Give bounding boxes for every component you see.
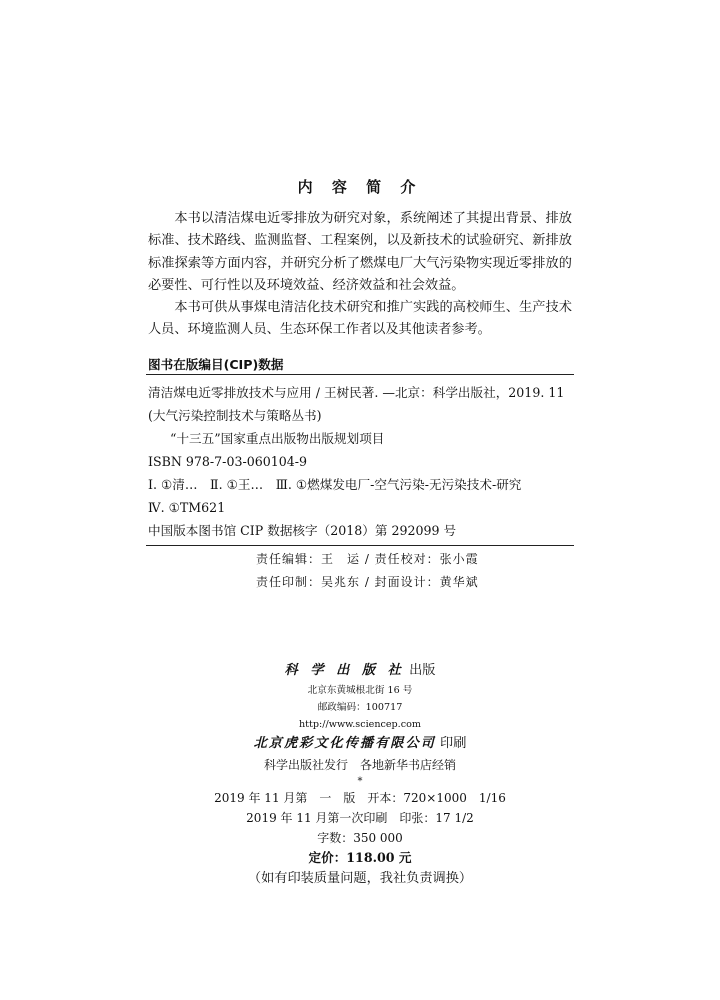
quality-notice: （如有印装质量问题，我社负责调换） [247,871,473,886]
credits-line-2: 责任印制：吴兆东 / 封面设计：黄华斌 [256,575,479,589]
separator-star: * [357,776,363,787]
publisher-line [0,660,720,682]
price-line: 定价：118.00 元 [308,850,412,865]
publisher-block [0,660,720,789]
credits-line-1: 责任编辑：王 运 / 责任校对：张小霞 [256,552,479,566]
publisher-postcode: 邮政编码：100717 [317,702,403,713]
intro-text [148,208,572,342]
printing-line: 2019 年 11 月第一次印刷 印张：17 1/2 [246,811,474,825]
publisher-url: http://www.sciencep.com [299,719,421,730]
cip-top-rule [146,374,574,375]
print-specs [0,788,720,890]
publisher-suffix: 出版 [409,663,436,678]
printer-line [0,733,720,755]
printer-name: 北京虎彩文化传播有限公司 [253,736,436,751]
cip-isbn: ISBN 978-7-03-060104-9 [148,454,308,469]
printer-suffix: 印刷 [440,736,467,751]
cip-heading: 图书在版编目(CIP)数据 [148,357,284,372]
edition-line: 2019 年 11 月第 一 版 开本：720×1000 1/16 [214,791,506,805]
publisher-address: 北京东黄城根北街 16 号 [307,685,413,696]
intro-paragraph-2: 本书可供从事煤电清洁化技术研究和推广实践的高校师生、生产技术人员、环境监测人员、生态环保工作者以及其他读者参考。 [148,300,572,338]
credits [256,548,479,594]
intro-paragraph-1: 本书以清洁煤电近零排放为研究对象，系统阐述了其提出背景、排放标准、技术路线、监测监督、工程案例，以及新技术的试验研究、新排放标准探索等方面内容，并研究分析了燃煤电厂大气污染物实现近零排放的必要性、可行性以及环境效益、经济效益和社会效益。 [148,211,572,293]
cip-block [148,381,572,542]
publisher-name: 科 学 出 版 社 [284,663,405,678]
intro-title: 内 容 简 介 [297,178,423,196]
cip-title-line: 清洁煤电近零排放技术与应用 / 王树民著. —北京：科学出版社，2019. 11 [148,385,565,400]
wordcount-line: 字数：350 000 [317,831,403,845]
cip-project-line: “十三五”国家重点出版物出版规划项目 [170,431,385,446]
cip-classification-1: Ⅰ. ①清… Ⅱ. ①王… Ⅲ. ①燃煤发电厂-空气污染-无污染技术-研究 [148,477,522,492]
cip-series-line: (大气污染控制技术与策略丛书) [148,408,322,423]
cip-classification-2: Ⅳ. ①TM621 [148,500,226,515]
distribution-line: 科学出版社发行 各地新华书店经销 [263,758,456,772]
cip-bottom-rule [146,545,574,546]
cip-record-number: 中国版本图书馆 CIP 数据核字（2018）第 292099 号 [148,523,457,538]
